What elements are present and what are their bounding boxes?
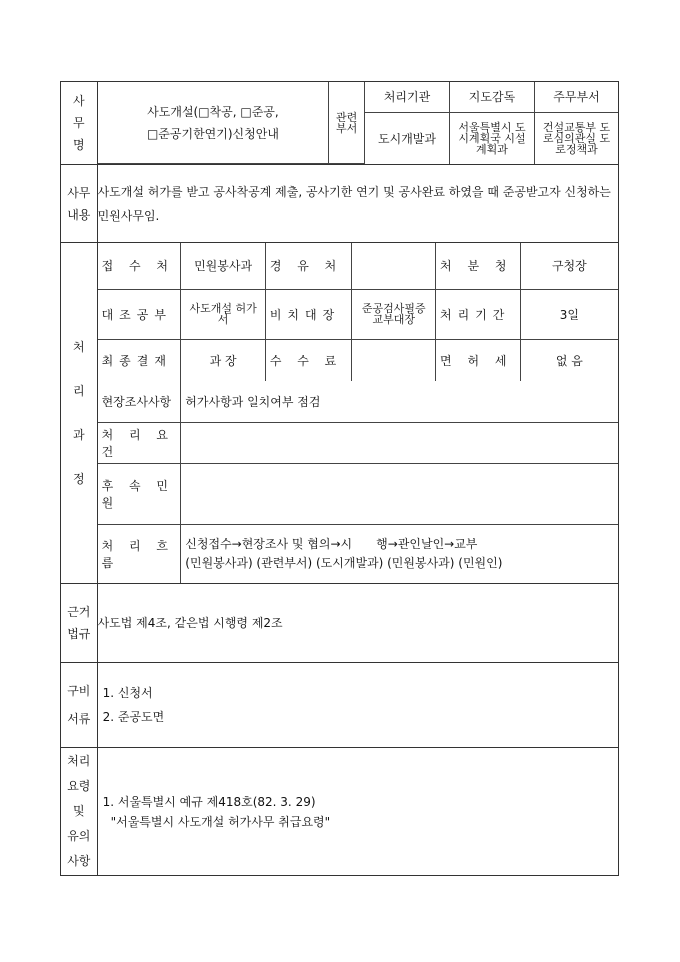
notes-label: 처리요령 및 유의사항 <box>61 748 98 876</box>
supervisor: 서울특별시 도시계획국 시설계획과 <box>450 112 535 164</box>
grid-label: 대조공부 <box>98 289 181 339</box>
req-label: 처 리 요 건 <box>98 422 181 463</box>
main-dept: 건설교통부 도로심의관실 도로정책과 <box>534 112 618 164</box>
content-text: 사도개설 허가를 받고 공사착공계 제출, 공사기한 연기 및 공사완료 하였을 때 준공받고자 신청하는 민원사무임. <box>97 165 618 243</box>
form-table <box>60 81 619 876</box>
grid-value: 사도개설 허가서 <box>181 289 266 339</box>
header-label: 사 무 명 <box>61 82 98 165</box>
grid-value: 준공검사필증 교부대장 <box>352 289 436 339</box>
grid-label: 수 수 료 <box>265 339 352 381</box>
processing-agency: 도시개발과 <box>365 112 450 164</box>
grid-label: 경 유 처 <box>265 243 352 289</box>
related-dept-label: 관련부서 <box>329 82 365 164</box>
flow-value: 신청접수→현장조사 및 협의→시 행→관인날인→교부 (민원봉사과) (관련부서) (도시개발과) (민원봉사과) (민원인) <box>181 524 618 583</box>
grid-value <box>352 243 436 289</box>
col-header: 지도감독 <box>450 82 535 112</box>
grid-label: 최종결재 <box>98 339 181 381</box>
site-value: 허가사항과 일치여부 점검 <box>181 381 618 422</box>
grid-label: 비치대장 <box>265 289 352 339</box>
grid-value: 구청장 <box>520 243 618 289</box>
grid-value <box>352 339 436 381</box>
grid-label: 처리기간 <box>436 289 521 339</box>
site-label: 현장조사사항 <box>98 381 181 422</box>
grid-value: 없 음 <box>520 339 618 381</box>
docs-list <box>97 663 618 748</box>
law-text: 사도법 제4조, 같은법 시행령 제2조 <box>97 584 618 663</box>
law-label: 근거법규 <box>61 584 98 663</box>
grid-label: 처 분 청 <box>436 243 521 289</box>
process-grid <box>98 243 618 583</box>
grid-value: 과 장 <box>181 339 266 381</box>
col-header: 처리기관 <box>365 82 450 112</box>
doc-item: 1. 신청서 <box>102 686 153 700</box>
notes-text: 1. 서울특별시 예규 제418호(82. 3. 29) "서울특별시 사도개설 허가사무 취급요령" <box>97 748 618 876</box>
follow-label: 후 속 민 원 <box>98 463 181 524</box>
grid-label: 접 수 처 <box>98 243 181 289</box>
service-title: 사도개설(□착공, □준공, □준공기한연기)신청안내 <box>98 82 329 164</box>
follow-value <box>181 463 618 524</box>
grid-value: 민원봉사과 <box>181 243 266 289</box>
doc-item: 2. 준공도면 <box>102 710 165 724</box>
grid-value: 3일 <box>520 289 618 339</box>
flow-label: 처 리 흐 름 <box>98 524 181 583</box>
content-label: 사무내용 <box>61 165 98 243</box>
col-header: 주무부서 <box>534 82 618 112</box>
grid-label: 면 허 세 <box>436 339 521 381</box>
process-label: 처 리 과 정 <box>61 243 98 584</box>
req-value <box>181 422 618 463</box>
docs-label: 구비서류 <box>61 663 98 748</box>
